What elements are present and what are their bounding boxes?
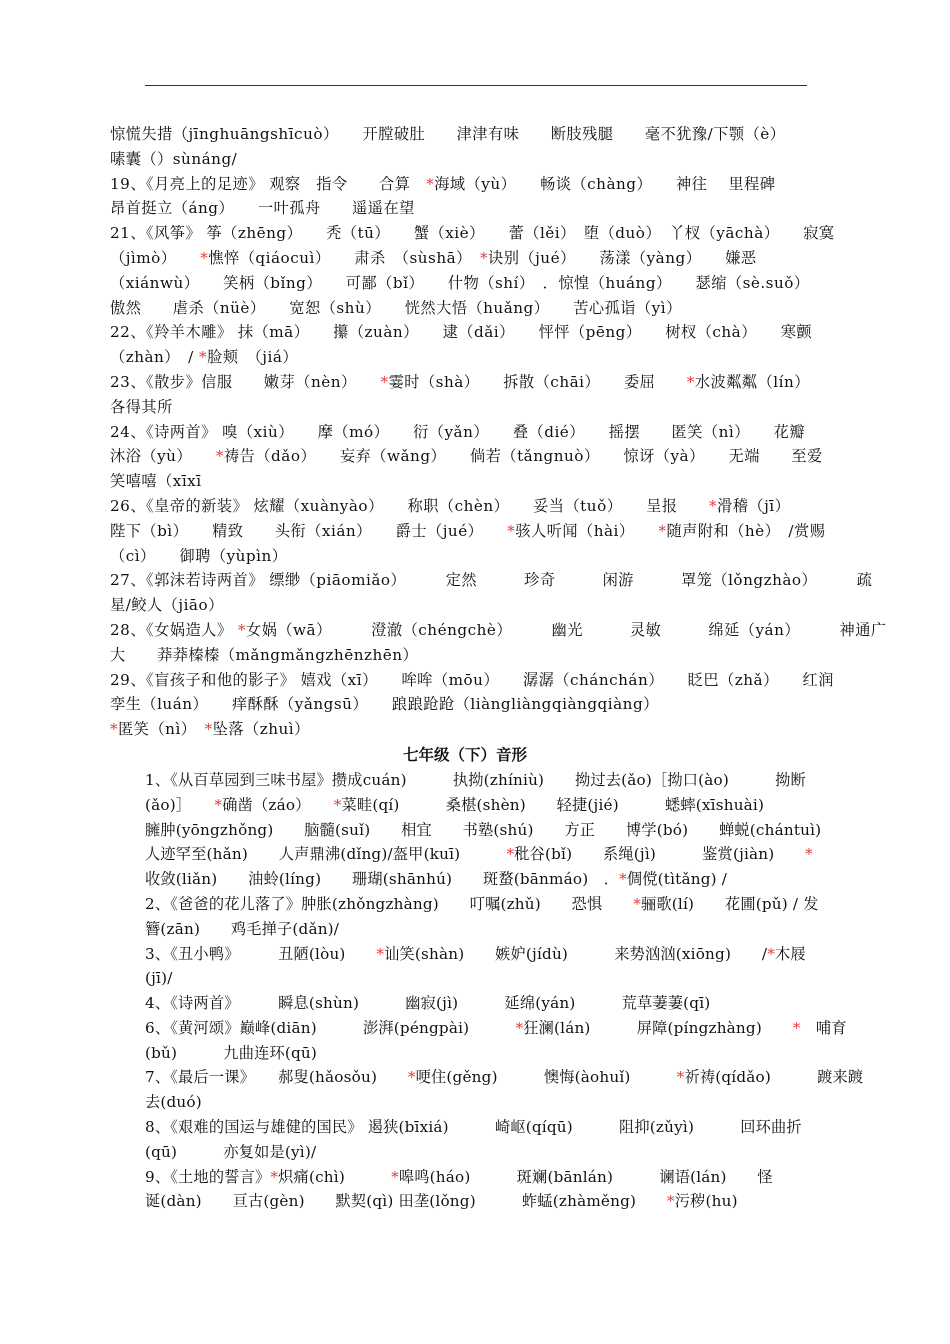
asterisk-marker: *	[507, 521, 516, 540]
asterisk-marker: *	[270, 1167, 279, 1186]
header-rule	[145, 85, 807, 86]
text-line: 陛下（bì） 精致 头衔（xián） 爵士（jué） *骇人听闻（hài） *随声附和（hè） /赏赐	[110, 521, 826, 540]
text-line: 人迹罕至(hǎn) 人声鼎沸(dǐng)/盔甲(kuī) *秕谷(bǐ) 系绳(jì) 鉴赏(jiàn) *	[145, 845, 813, 864]
text-line: 诞(dàn) 亘古(gèn) 默契(qì) 田垄(lǒng) 蚱蜢(zhàměng) *污秽(hu)	[145, 1192, 738, 1211]
section-grade7-upper	[110, 122, 887, 742]
text-line: 各得其所	[110, 397, 173, 416]
text-line: 8、《艰难的国运与雄健的国民》 遏狭(bīxiá) 崎岖(qíqū) 阻抑(zǔyì) 回环曲折	[145, 1118, 802, 1137]
text-line: 惊慌失措（jīnghuāngshīcuò） 开膛破肚 津津有味 断肢残腿 毫不犹豫/下颚（è）	[110, 125, 786, 143]
text-line: 6、《黄河颂》巅峰(diān) 澎湃(péngpài) *狂澜(lán) 屏障(píngzhàng) * 哺育	[145, 1018, 847, 1037]
text-line: 27、《郭沫若诗两首》 缥缈（piāomiǎo） 定然 珍奇 闲游 罩笼（lǒngzhào） 疏	[110, 571, 873, 590]
asterisk-marker: *	[619, 870, 627, 889]
text-line: （jìmò） *憔悴（qiáocuì） 肃杀 （sùshā） *诀别（jué） 荡漾（yàng） 嫌恶	[110, 248, 757, 267]
asterisk-marker: *	[333, 795, 342, 814]
asterisk-marker: *	[676, 1068, 685, 1087]
text-line: (jī)/	[145, 969, 173, 988]
text-line: 3、《丑小鸭》 丑陋(lòu) *讪笑(shàn) 嫉妒(jídù) 来势汹汹(xiōng) /*木屐	[145, 944, 806, 963]
text-line: 4、《诗两首》 瞬息(shùn) 幽寂(jì) 延绵(yán) 荒草萋萋(qī)	[145, 994, 711, 1013]
asterisk-marker: *	[214, 795, 223, 814]
text-line: 沐浴（yù） *祷告（dǎo） 妄弃（wǎng） 倘若（tǎngnuò） 惊讶（yà） 无端 至爱	[110, 447, 823, 466]
text-line: 去(duó)	[145, 1093, 202, 1112]
text-line: (bǔ) 九曲连环(qū)	[145, 1043, 318, 1062]
asterisk-marker: *	[200, 248, 209, 267]
text-line: 1、《从百草园到三味书屋》攒成cuán) 执拗(zhíniù) 拗过去(ǎo)［拗口(ào) 拗断	[145, 770, 806, 789]
text-line: 9、《土地的誓言》*炽痛(chì) *嗥鸣(háo) 斑斓(bānlán) 谰语(lán) 怪	[145, 1167, 773, 1186]
asterisk-marker: *	[479, 248, 489, 267]
asterisk-marker: *	[686, 372, 695, 391]
asterisk-marker: *	[666, 1192, 675, 1211]
asterisk-marker: *	[506, 845, 515, 864]
asterisk-marker: *	[767, 944, 775, 963]
text-line: 收敛(liǎn) 油蛉(líng) 珊瑚(shānhú) 斑蝥(bānmáo) ．*倜傥(tìtǎng) /	[145, 870, 728, 889]
text-line: 嗉囊（）sùnáng/	[110, 149, 238, 168]
text-line: 孪生（luán） 痒酥酥（yǎngsū） 踉踉跄跄（liàngliàngqiàngqiàng）	[110, 695, 659, 714]
text-line: 星/鲛人（jiāo）	[110, 596, 224, 615]
asterisk-marker: *	[380, 372, 389, 391]
section-grade7-lower	[110, 768, 864, 1214]
asterisk-marker: *	[658, 521, 667, 540]
asterisk-marker: *	[515, 1018, 524, 1037]
asterisk-marker: *	[391, 1167, 399, 1186]
document-body	[110, 122, 887, 1214]
text-line: 笑嘻嘻（xīxī	[110, 472, 202, 491]
text-line: 22、《羚羊木雕》 抹（mā） 攥（zuàn） 逮（dǎi） 怦怦（pēng） 树杈（chà） 寒颤	[110, 323, 813, 342]
text-line: 簪(zān) 鸡毛掸子(dǎn)/	[145, 919, 340, 938]
asterisk-marker: *	[633, 894, 642, 913]
text-line: 21、《风筝》 筝（zhēng） 秃（tū） 蟹（xiè） 蕾（lěi） 堕（duò） 丫杈（yāchà） 寂寞	[110, 224, 835, 243]
asterisk-marker: *	[792, 1018, 801, 1037]
text-line: 23、《散步》信服 嫩芽（nèn） *霎时（shà） 拆散（chāi） 委屈 *水波粼粼（lín）	[110, 372, 810, 391]
asterisk-marker: *	[376, 944, 385, 963]
text-line: 2、《爸爸的花儿落了》肿胀(zhǒngzhàng) 叮嘱(zhǔ) 恐惧 *骊歌(lí) 花圃(pǔ) / 发	[145, 894, 819, 913]
asterisk-marker: *	[708, 496, 718, 515]
text-line: *匿笑（nì） *坠落（zhuì）	[110, 720, 310, 739]
text-line: 7、《最后一课》 郝叟(hǎosǒu) *哽住(gěng) 懊悔(àohuǐ) *祈祷(qídǎo) 踱来踱	[145, 1068, 864, 1087]
asterisk-marker: *	[215, 447, 224, 466]
text-line: 大 莽莽榛榛（mǎngmǎngzhēnzhēn）	[110, 645, 419, 664]
text-line: 臃肿(yōngzhǒng) 脑髓(suǐ) 相宜 书塾(shú) 方正 博学(bó) 蝉蜕(chántuì)	[145, 820, 822, 839]
asterisk-marker: *	[237, 620, 246, 639]
section-heading: 七年级（下）音形	[402, 744, 527, 764]
asterisk-marker: *	[199, 348, 208, 367]
text-line: （cì） 御聘（yùpìn）	[110, 546, 288, 565]
text-line: (ǎo)］ *确凿（záo） *菜畦(qí) 桑椹(shèn) 轻捷(jié) 蟋蟀(xīshuài)	[145, 795, 765, 814]
asterisk-marker: *	[204, 720, 213, 739]
asterisk-marker: *	[407, 1068, 416, 1087]
asterisk-marker: *	[805, 845, 813, 864]
text-line: 昂首挺立（áng） 一叶孤舟 遥遥在望	[110, 199, 415, 218]
text-line: （zhàn） / *脸颊 （jiá）	[110, 348, 299, 367]
text-line: 24、《诗两首》 嗅（xiù） 摩（mó） 衍（yǎn） 叠（dié） 摇摆 匿笑（nì） 花瓣	[110, 422, 806, 441]
asterisk-marker: *	[110, 720, 119, 739]
text-line: （xiánwù） 笑柄（bǐng） 可鄙（bǐ） 什物（shí） ．惊惶（huáng） 瑟缩（sè.suǒ）	[110, 273, 810, 292]
text-line: 傲然 虐杀（nüè） 宽恕（shù） 恍然大悟（huǎng） 苦心孤诣（yì）	[110, 298, 682, 317]
text-line: 29、《盲孩子和他的影子》 嬉戏（xī） 哞哞（mōu） 潺潺（chánchán） 眨巴（zhǎ） 红润	[110, 670, 834, 689]
text-line: 28、《女娲造人》 *女娲（wā） 澄澈（chéngchè） 幽光 灵敏 绵延（yán） 神通广	[110, 620, 887, 639]
asterisk-marker: *	[426, 174, 435, 193]
text-line: (qū) 亦复如是(yì)/	[145, 1142, 317, 1161]
text-line: 19、《月亮上的足迹》 观察 指令 合算 *海域（yù） 畅谈（chàng） 神往 里程碑	[110, 174, 776, 193]
text-line: 26、《皇帝的新装》 炫耀（xuànyào） 称职（chèn） 妥当（tuǒ） 呈报 *滑稽（jī）	[110, 496, 791, 515]
